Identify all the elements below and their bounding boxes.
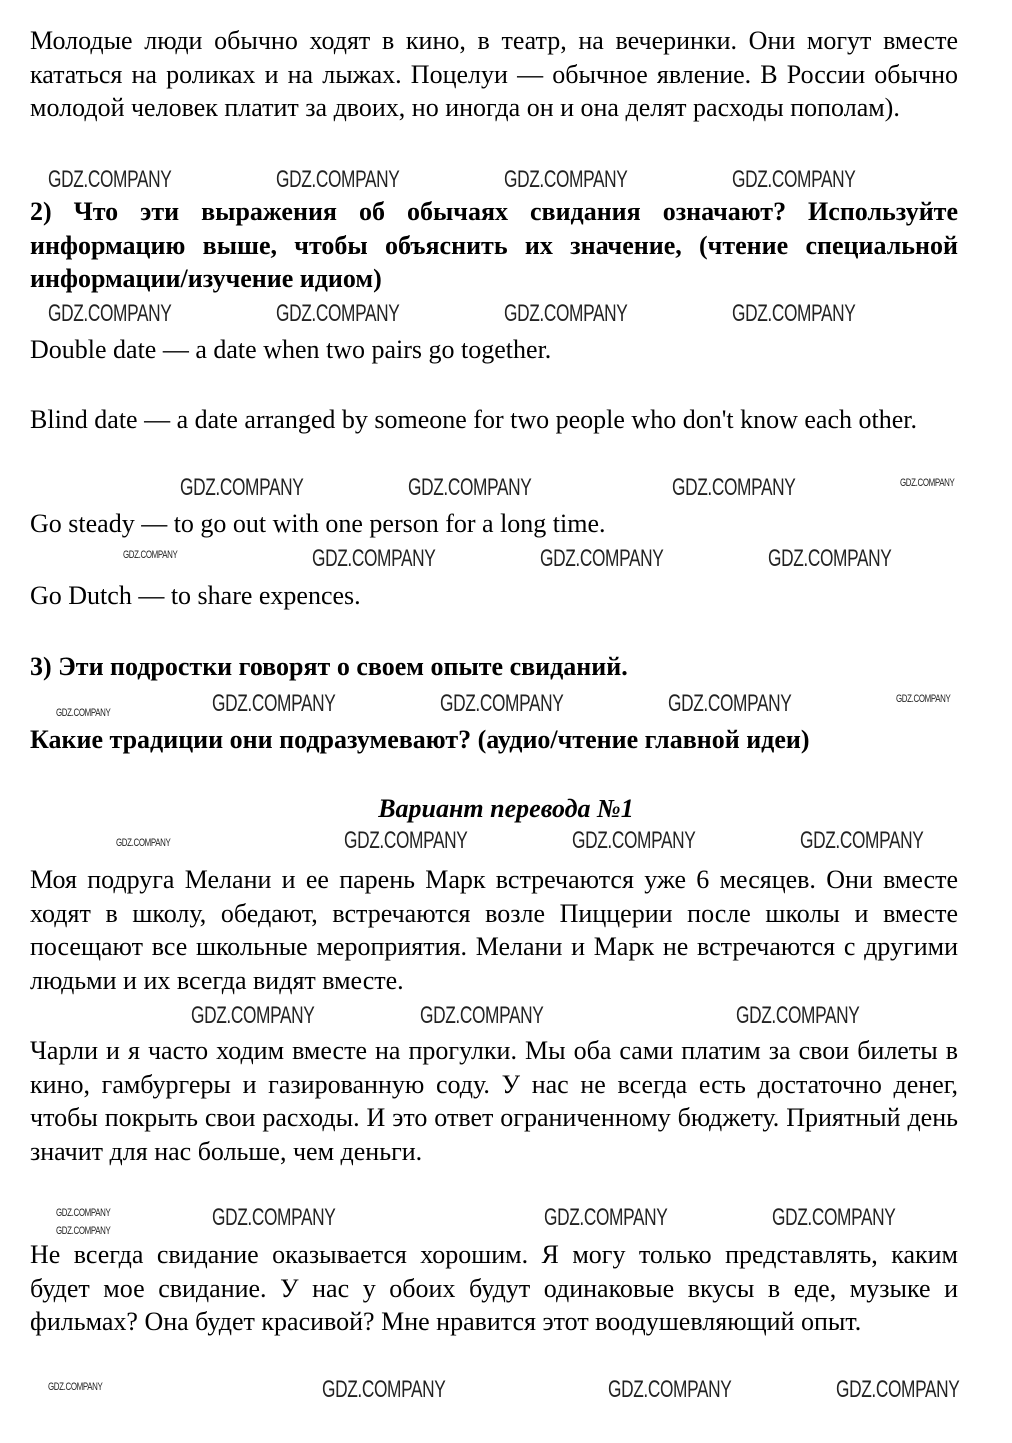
watermark: GDZ.COMPANY (312, 545, 436, 572)
watermark: GDZ.COMPANY (836, 1376, 960, 1403)
task-2-heading: 2) Что эти выражения об обычаях свидания означают? Используйте информацию выше, чтобы объяснить их значение, (чтение специальной информации/изучение идиом) (30, 197, 958, 293)
watermark: GDZ.COMPANY (116, 837, 171, 849)
watermark: GDZ.COMPANY (191, 1002, 315, 1029)
paragraph-melanie: Моя подруга Мелани и ее парень Марк встречаются уже 6 месяцев. Они вместе ходят в школу, обедают, встречаются возле Пиццерии после школы и вместе посещают все школьные мероприятия. Мелани и Марк не встречаются с другими людьми и их всегда видят вместе. (30, 865, 958, 995)
watermark: GDZ.COMPANY (668, 690, 792, 717)
watermark: GDZ.COMPANY (276, 300, 400, 327)
watermark: GDZ.COMPANY (56, 707, 111, 719)
watermark: GDZ.COMPANY (56, 1225, 111, 1237)
idiom-blind-date: Blind date — a date arranged by someone for two people who don't know each other. (30, 405, 917, 434)
watermark: GDZ.COMPANY (768, 545, 892, 572)
watermark: GDZ.COMPANY (672, 474, 796, 501)
watermark: GDZ.COMPANY (344, 827, 468, 854)
variant-title: Вариант перевода №1 (378, 794, 634, 823)
watermark: GDZ.COMPANY (48, 166, 172, 193)
watermark: GDZ.COMPANY (800, 827, 924, 854)
watermark: GDZ.COMPANY (732, 166, 856, 193)
idiom-double-date: Double date — a date when two pairs go together. (30, 335, 552, 364)
watermark: GDZ.COMPANY (504, 166, 628, 193)
watermark: GDZ.COMPANY (772, 1204, 896, 1231)
watermark: GDZ.COMPANY (420, 1002, 544, 1029)
idiom-go-steady: Go steady — to go out with one person for a long time. (30, 509, 606, 538)
intro-paragraph: Молодые люди обычно ходят в кино, в театр, на вечеринки. Они могут вместе кататься на роликах и на лыжах. Поцелуи — обычное явление. В России обычно молодой человек платит за двоих, но иногда он и она делят расходы пополам). (30, 26, 958, 122)
watermark: GDZ.COMPANY (896, 693, 951, 705)
task-3-question: Какие традиции они подразумевают? (аудио/чтение главной идеи) (30, 725, 810, 754)
watermark: GDZ.COMPANY (540, 545, 664, 572)
watermark: GDZ.COMPANY (732, 300, 856, 327)
watermark: GDZ.COMPANY (212, 1204, 336, 1231)
watermark: GDZ.COMPANY (572, 827, 696, 854)
paragraph-not-always: Не всегда свидание оказывается хорошим. Я могу только представлять, каким будет мое свидание. У нас у обоих будут одинаковые вкусы в еде, музыке и фильмах? Она будет красивой? Мне нравится этот воодушевляющий опыт. (30, 1240, 958, 1336)
watermark: GDZ.COMPANY (56, 1207, 111, 1219)
watermark: GDZ.COMPANY (48, 1381, 103, 1393)
watermark: GDZ.COMPANY (544, 1204, 668, 1231)
watermark: GDZ.COMPANY (504, 300, 628, 327)
watermark: GDZ.COMPANY (123, 549, 178, 561)
idiom-go-dutch: Go Dutch — to share expences. (30, 581, 361, 610)
watermark: GDZ.COMPANY (180, 474, 304, 501)
watermark: GDZ.COMPANY (408, 474, 532, 501)
watermark: GDZ.COMPANY (900, 477, 955, 489)
watermark: GDZ.COMPANY (736, 1002, 860, 1029)
watermark: GDZ.COMPANY (322, 1376, 446, 1403)
task-3-heading: 3) Эти подростки говорят о своем опыте свиданий. (30, 652, 628, 681)
watermark: GDZ.COMPANY (48, 300, 172, 327)
watermark: GDZ.COMPANY (608, 1376, 732, 1403)
watermark: GDZ.COMPANY (212, 690, 336, 717)
watermark: GDZ.COMPANY (440, 690, 564, 717)
paragraph-charlie: Чарли и я часто ходим вместе на прогулки. Мы оба сами платим за свои билеты в кино, гамбургеры и газированную соду. У нас не всегда есть достаточно денег, чтобы покрыть свои расходы. И это ответ ограниченному бюджету. Приятный день значит для нас больше, чем деньги. (30, 1036, 958, 1166)
watermark: GDZ.COMPANY (276, 166, 400, 193)
